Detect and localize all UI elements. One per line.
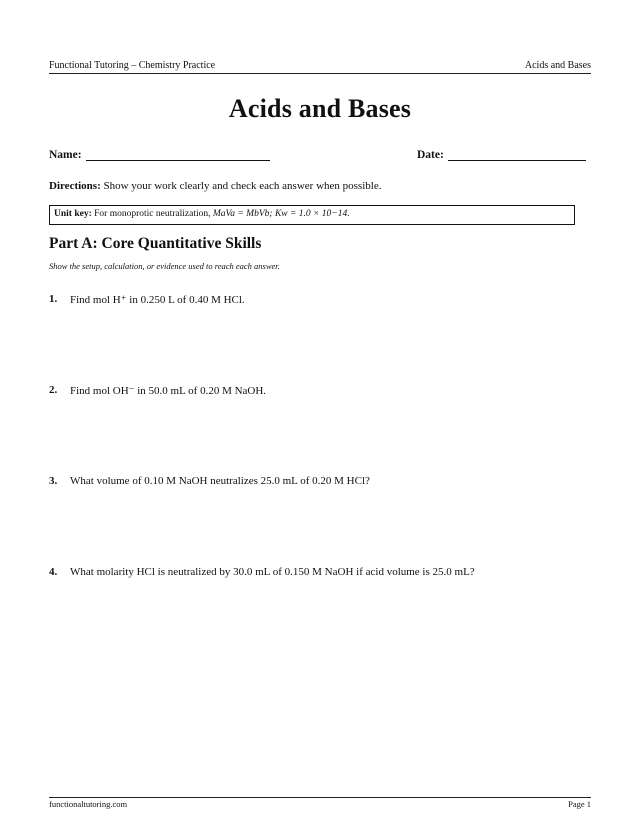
question-3 bbox=[49, 475, 370, 487]
unit-key-box bbox=[49, 205, 575, 225]
part-a-subtitle: Show the setup, calculation, or evidence used to reach each answer. bbox=[49, 261, 280, 271]
question-4 bbox=[49, 566, 475, 578]
question-number: 2. bbox=[49, 384, 58, 396]
question-number: 1. bbox=[49, 293, 58, 305]
unit-key-text: For monoprotic neutralization, bbox=[91, 209, 213, 219]
date-blank-line bbox=[448, 150, 586, 161]
name-blank-line bbox=[86, 150, 270, 161]
footer-left-text: functionaltutoring.com bbox=[49, 799, 128, 809]
directions bbox=[49, 180, 591, 192]
unit-key-formula: MaVa = MbVb; Kw = 1.0 × 10−14. bbox=[212, 209, 350, 219]
footer-rule bbox=[49, 797, 591, 798]
directions-label: Directions: bbox=[49, 180, 101, 192]
question-number: 3. bbox=[49, 475, 58, 487]
question-text: Find mol OH⁻ in 50.0 mL of 0.20 M NaOH. bbox=[70, 385, 267, 397]
page-title: Acids and Bases bbox=[228, 94, 412, 123]
question-1 bbox=[49, 293, 245, 306]
date-label: Date: bbox=[417, 149, 444, 161]
running-header bbox=[49, 58, 591, 72]
question-text: What volume of 0.10 M NaOH neutralizes 25.0 mL of 0.20 M HCl? bbox=[70, 475, 370, 487]
page-footer bbox=[49, 799, 591, 809]
question-text: Find mol H⁺ in 0.250 L of 0.40 M HCl. bbox=[70, 294, 245, 306]
part-a-heading: Part A: Core Quantitative Skills bbox=[49, 235, 262, 252]
name-field bbox=[49, 149, 270, 161]
page-number: Page 1 bbox=[568, 799, 591, 809]
directions-text: Show your work clearly and check each answer when possible. bbox=[100, 180, 382, 192]
question-number: 4. bbox=[49, 566, 58, 578]
date-field bbox=[417, 149, 586, 161]
unit-key-label: Unit key: bbox=[54, 209, 92, 219]
header-left-text: Functional Tutoring – Chemistry Practice bbox=[49, 59, 216, 71]
question-2 bbox=[49, 384, 266, 397]
question-text: What molarity HCl is neutralized by 30.0 mL of 0.150 M NaOH if acid volume is 25.0 mL? bbox=[70, 566, 475, 578]
name-label: Name: bbox=[49, 149, 82, 161]
header-right-text: Acids and Bases bbox=[524, 59, 591, 71]
header-rule bbox=[49, 73, 591, 74]
